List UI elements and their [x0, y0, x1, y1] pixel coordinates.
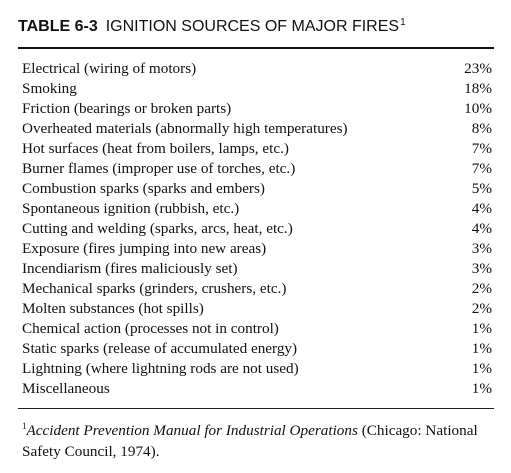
- ignition-percent: 8%: [471, 120, 492, 137]
- ignition-percent: 5%: [471, 180, 492, 197]
- table-label: TABLE 6-3: [18, 18, 98, 35]
- footnote-citation-title: Accident Prevention Manual for Industrial Operations: [26, 422, 358, 439]
- ignition-source: Combustion sparks (sparks and embers): [22, 180, 265, 197]
- ignition-percent: 3%: [471, 260, 492, 277]
- ignition-source: Hot surfaces (heat from boilers, lamps, etc.): [22, 140, 289, 157]
- table-bottom-rule: [18, 408, 494, 409]
- ignition-percent: 4%: [471, 200, 492, 217]
- ignition-percent: 1%: [471, 340, 492, 357]
- ignition-source: Burner flames (improper use of torches, etc.): [22, 160, 296, 177]
- table-row: [22, 279, 492, 299]
- table-row: [22, 219, 492, 239]
- ignition-source: Exposure (fires jumping into new areas): [22, 240, 267, 257]
- ignition-source: Smoking: [22, 80, 77, 97]
- ignition-percent: 7%: [471, 140, 492, 157]
- table-row: [22, 359, 492, 379]
- ignition-percent: 1%: [471, 320, 492, 337]
- ignition-percent: 2%: [471, 300, 492, 317]
- footnote-marker: 1: [22, 420, 27, 431]
- table-title: IGNITION SOURCES OF MAJOR FIRES: [105, 18, 400, 35]
- ignition-source: Friction (bearings or broken parts): [22, 100, 232, 117]
- table-footnote: [22, 420, 492, 462]
- ignition-source: Miscellaneous: [22, 380, 110, 397]
- ignition-percent: 7%: [471, 160, 492, 177]
- ignition-source: Mechanical sparks (grinders, crushers, etc.): [22, 280, 287, 297]
- ignition-source: Lightning (where lightning rods are not used): [22, 360, 299, 377]
- table-row: [22, 239, 492, 259]
- ignition-source: Cutting and welding (sparks, arcs, heat, etc.): [22, 220, 293, 237]
- ignition-source: Molten substances (hot spills): [22, 300, 204, 317]
- table-row: [22, 179, 492, 199]
- table-row: [22, 319, 492, 339]
- ignition-percent: 2%: [471, 280, 492, 297]
- ignition-percent: 23%: [464, 60, 492, 77]
- table-row: [22, 339, 492, 359]
- table-top-rule: [18, 47, 494, 49]
- table-row: [22, 299, 492, 319]
- ignition-percent: 18%: [464, 80, 492, 97]
- table-row: [22, 159, 492, 179]
- ignition-source: Static sparks (release of accumulated energy): [22, 340, 298, 357]
- table-row: [22, 139, 492, 159]
- ignition-percent: 1%: [471, 360, 492, 377]
- table-row: [22, 99, 492, 119]
- ignition-percent: 1%: [471, 380, 492, 397]
- table-row: [22, 199, 492, 219]
- ignition-source: Electrical (wiring of motors): [22, 60, 197, 77]
- table-caption: [18, 18, 406, 36]
- ignition-percent: 10%: [464, 100, 492, 117]
- table-row: [22, 259, 492, 279]
- table-row: [22, 379, 492, 399]
- ignition-source: Spontaneous ignition (rubbish, etc.): [22, 200, 240, 217]
- ignition-source: Chemical action (processes not in control): [22, 320, 279, 337]
- table-row: [22, 59, 492, 79]
- ignition-source: Incendiarism (fires maliciously set): [22, 260, 238, 277]
- table-row: [22, 119, 492, 139]
- footnote-citation-rest: (Chicago: National Safety Council, 1974).: [22, 422, 478, 460]
- table-row: [22, 79, 492, 99]
- ignition-percent: 4%: [471, 220, 492, 237]
- ignition-sources-table: [22, 59, 492, 399]
- ignition-percent: 3%: [471, 240, 492, 257]
- title-footnote-marker: 1: [400, 16, 406, 28]
- ignition-source: Overheated materials (abnormally high temperatures): [22, 120, 348, 137]
